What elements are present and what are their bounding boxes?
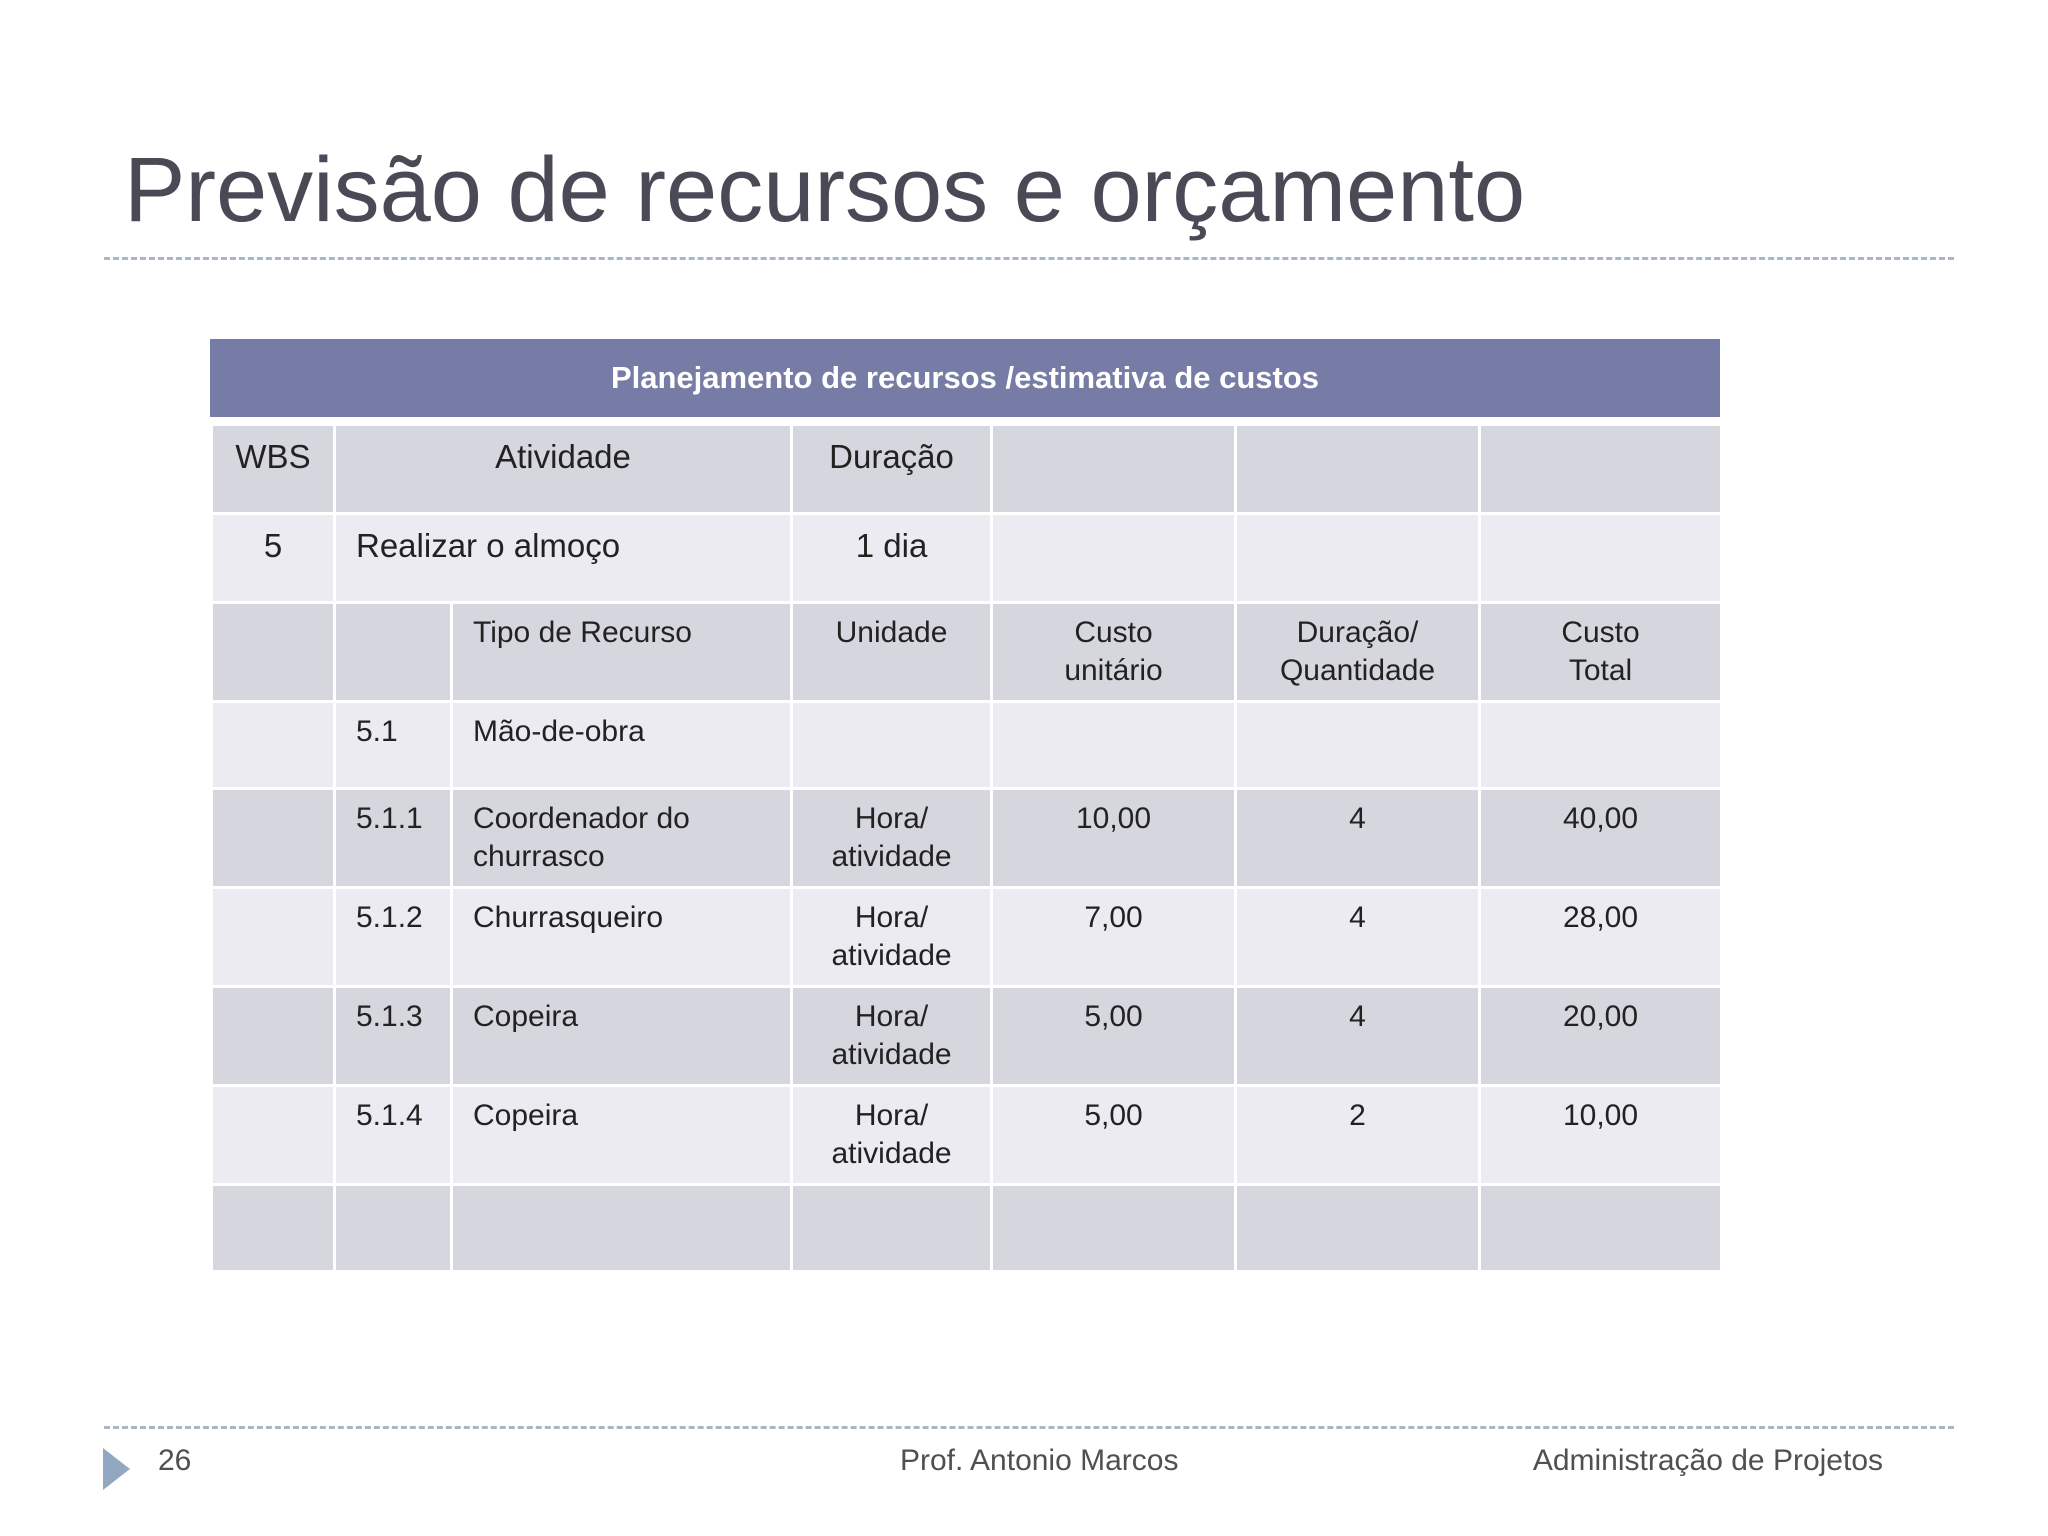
item-unidade: Hora/ atividade: [792, 789, 992, 888]
table-row: [212, 425, 1722, 514]
item-code: 5.1.1: [335, 789, 452, 888]
wbs-value: 5: [212, 514, 335, 603]
footer-author: Prof. Antonio Marcos: [900, 1444, 1179, 1477]
empty-cell: [992, 702, 1236, 789]
empty-cell: [212, 789, 335, 888]
item-tipo: Coordenador do churrasco: [452, 789, 792, 888]
atividade-header: Atividade: [335, 425, 792, 514]
group-name: Mão-de-obra: [452, 702, 792, 789]
footer-course: Administração de Projetos: [1532, 1444, 1883, 1477]
empty-cell: [1480, 702, 1722, 789]
empty-cell: [1236, 425, 1480, 514]
empty-cell: [992, 425, 1236, 514]
empty-cell: [992, 1185, 1236, 1272]
duracao-quantidade-header: Duração/ Quantidade: [1236, 603, 1480, 702]
triangle-arrow-icon: [103, 1448, 130, 1490]
empty-cell: [335, 1185, 452, 1272]
duracao-value: 1 dia: [792, 514, 992, 603]
empty-cell: [1236, 514, 1480, 603]
title-divider: [104, 257, 1954, 260]
empty-cell: [792, 1185, 992, 1272]
empty-cell: [1480, 514, 1722, 603]
empty-cell: [1480, 1185, 1722, 1272]
empty-cell: [1480, 425, 1722, 514]
empty-cell: [1236, 702, 1480, 789]
table-row: [212, 888, 1722, 987]
table-row: [212, 1086, 1722, 1185]
item-code: 5.1.2: [335, 888, 452, 987]
empty-cell: [992, 514, 1236, 603]
custo-total-header: Custo Total: [1480, 603, 1722, 702]
footer-divider: [104, 1426, 1954, 1429]
custo-unitario-header: Custo unitário: [992, 603, 1236, 702]
item-custo-unitario: 5,00: [992, 987, 1236, 1086]
empty-cell: [452, 1185, 792, 1272]
item-code: 5.1.4: [335, 1086, 452, 1185]
item-unidade: Hora/ atividade: [792, 987, 992, 1086]
empty-cell: [212, 702, 335, 789]
item-unidade: Hora/ atividade: [792, 1086, 992, 1185]
empty-cell: [212, 1086, 335, 1185]
atividade-value: Realizar o almoço: [335, 514, 792, 603]
item-custo-total: 20,00: [1480, 987, 1722, 1086]
cost-table: [210, 423, 1723, 1273]
item-quantidade: 4: [1236, 789, 1480, 888]
table-row: [212, 603, 1722, 702]
table-header: Planejamento de recursos /estimativa de custos: [210, 339, 1720, 417]
item-custo-total: 10,00: [1480, 1086, 1722, 1185]
slide-title: Previsão de recursos e orçamento: [124, 139, 1526, 241]
unidade-header: Unidade: [792, 603, 992, 702]
tipo-recurso-header: Tipo de Recurso: [452, 603, 792, 702]
empty-cell: [212, 987, 335, 1086]
empty-cell: [212, 1185, 335, 1272]
item-custo-unitario: 7,00: [992, 888, 1236, 987]
item-tipo: Copeira: [452, 1086, 792, 1185]
wbs-header: WBS: [212, 425, 335, 514]
page-number: 26: [158, 1444, 192, 1477]
empty-cell: [212, 603, 335, 702]
item-quantidade: 4: [1236, 888, 1480, 987]
item-unidade: Hora/ atividade: [792, 888, 992, 987]
item-custo-unitario: 10,00: [992, 789, 1236, 888]
table-row: [212, 987, 1722, 1086]
item-tipo: Copeira: [452, 987, 792, 1086]
duracao-header: Duração: [792, 425, 992, 514]
group-code: 5.1: [335, 702, 452, 789]
resource-table: [210, 339, 1720, 1273]
item-custo-total: 28,00: [1480, 888, 1722, 987]
item-custo-total: 40,00: [1480, 789, 1722, 888]
empty-cell: [1236, 1185, 1480, 1272]
empty-cell: [212, 888, 335, 987]
item-custo-unitario: 5,00: [992, 1086, 1236, 1185]
table-row: [212, 1185, 1722, 1272]
table-row: [212, 702, 1722, 789]
empty-cell: [335, 603, 452, 702]
item-quantidade: 4: [1236, 987, 1480, 1086]
item-tipo: Churrasqueiro: [452, 888, 792, 987]
table-row: [212, 789, 1722, 888]
item-quantidade: 2: [1236, 1086, 1480, 1185]
table-row: [212, 514, 1722, 603]
item-code: 5.1.3: [335, 987, 452, 1086]
empty-cell: [792, 702, 992, 789]
